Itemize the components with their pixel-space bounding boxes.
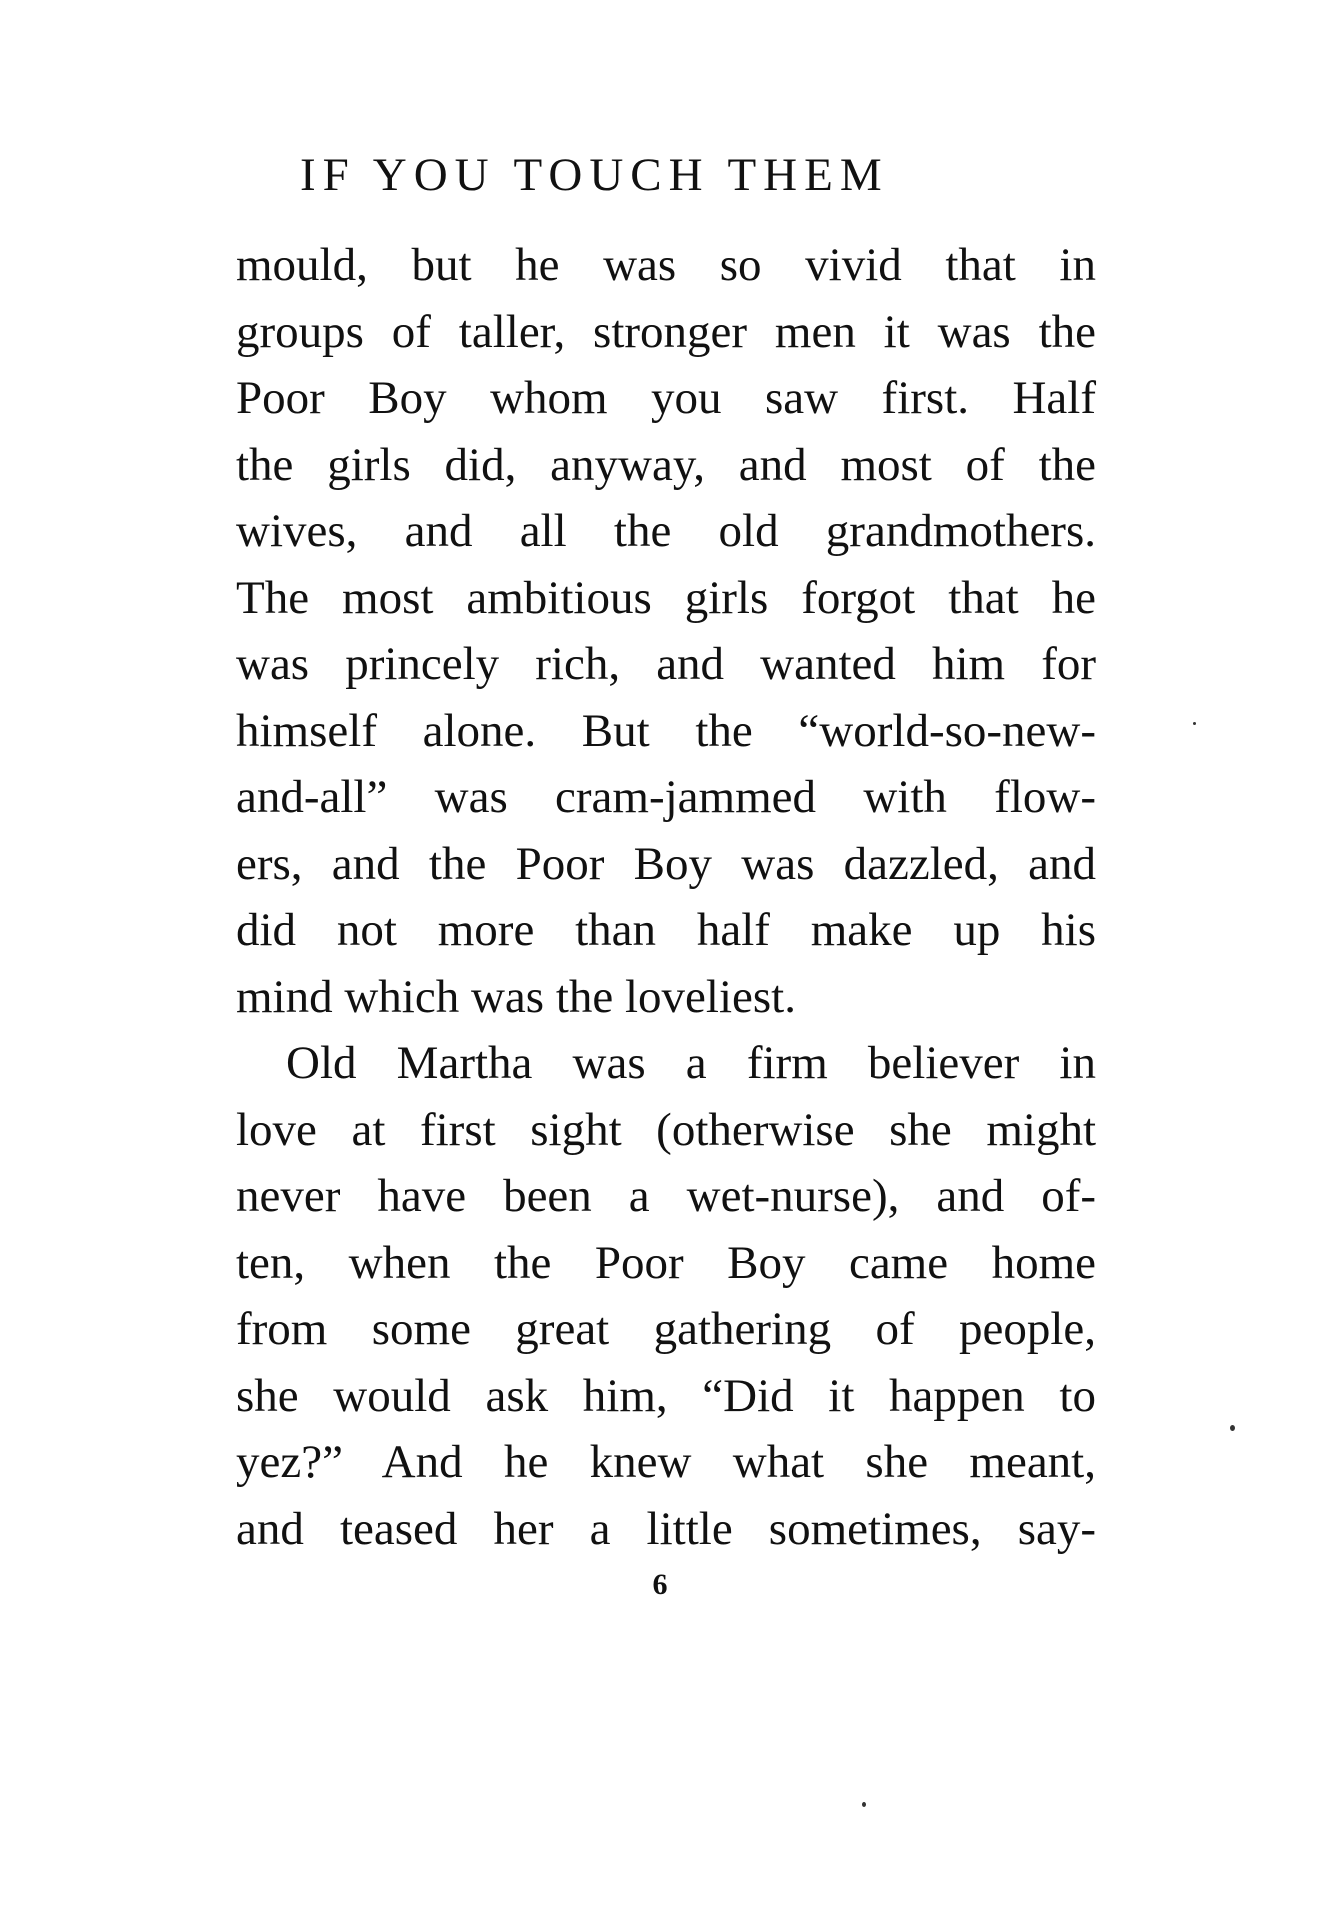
page-number: 6 [652, 1568, 668, 1601]
text-line: mind which was the loveliest. [236, 970, 796, 1023]
text-line: ers, and the Poor Boy was dazzled, and [236, 837, 1096, 890]
paper-speck [1230, 1425, 1235, 1431]
text-line: did not more than half make up his [236, 904, 1096, 956]
text-line: himself alone. But the “world-so-new- [236, 704, 1096, 757]
paragraph [236, 1030, 1096, 1562]
text-line: she would ask him, “Did it happen to [236, 1369, 1096, 1422]
paragraph [236, 232, 1096, 1030]
text-line: the girls did, anyway, and most of the [236, 438, 1096, 491]
paper-speck [1193, 722, 1196, 725]
text-line: Poor Boy whom you saw first. Half [236, 372, 1096, 424]
body-text [236, 232, 1096, 1562]
text-line: never have been a wet-nurse), and of- [236, 1170, 1096, 1222]
text-line: ten, when the Poor Boy came home [236, 1236, 1096, 1289]
text-line: was princely rich, and wanted him for [236, 638, 1096, 690]
text-line: Old Martha was a firm believer in [286, 1037, 1096, 1089]
text-line: from some great gathering of people, [236, 1303, 1096, 1355]
text-line: love at first sight (otherwise she might [236, 1103, 1096, 1156]
text-line: wives, and all the old grandmothers. [236, 505, 1096, 557]
text-line: The most ambitious girls forgot that he [236, 571, 1096, 624]
text-line: and teased her a little sometimes, say- [236, 1502, 1096, 1555]
text-line: and-all” was cram-jammed with flow- [236, 771, 1096, 823]
paper-speck [862, 1802, 866, 1807]
running-head: IF YOU TOUCH THEM [300, 149, 889, 201]
text-line: groups of taller, stronger men it was the [236, 305, 1096, 358]
text-line: mould, but he was so vivid that in [236, 239, 1096, 291]
text-line: yez?” And he knew what she meant, [236, 1436, 1096, 1488]
